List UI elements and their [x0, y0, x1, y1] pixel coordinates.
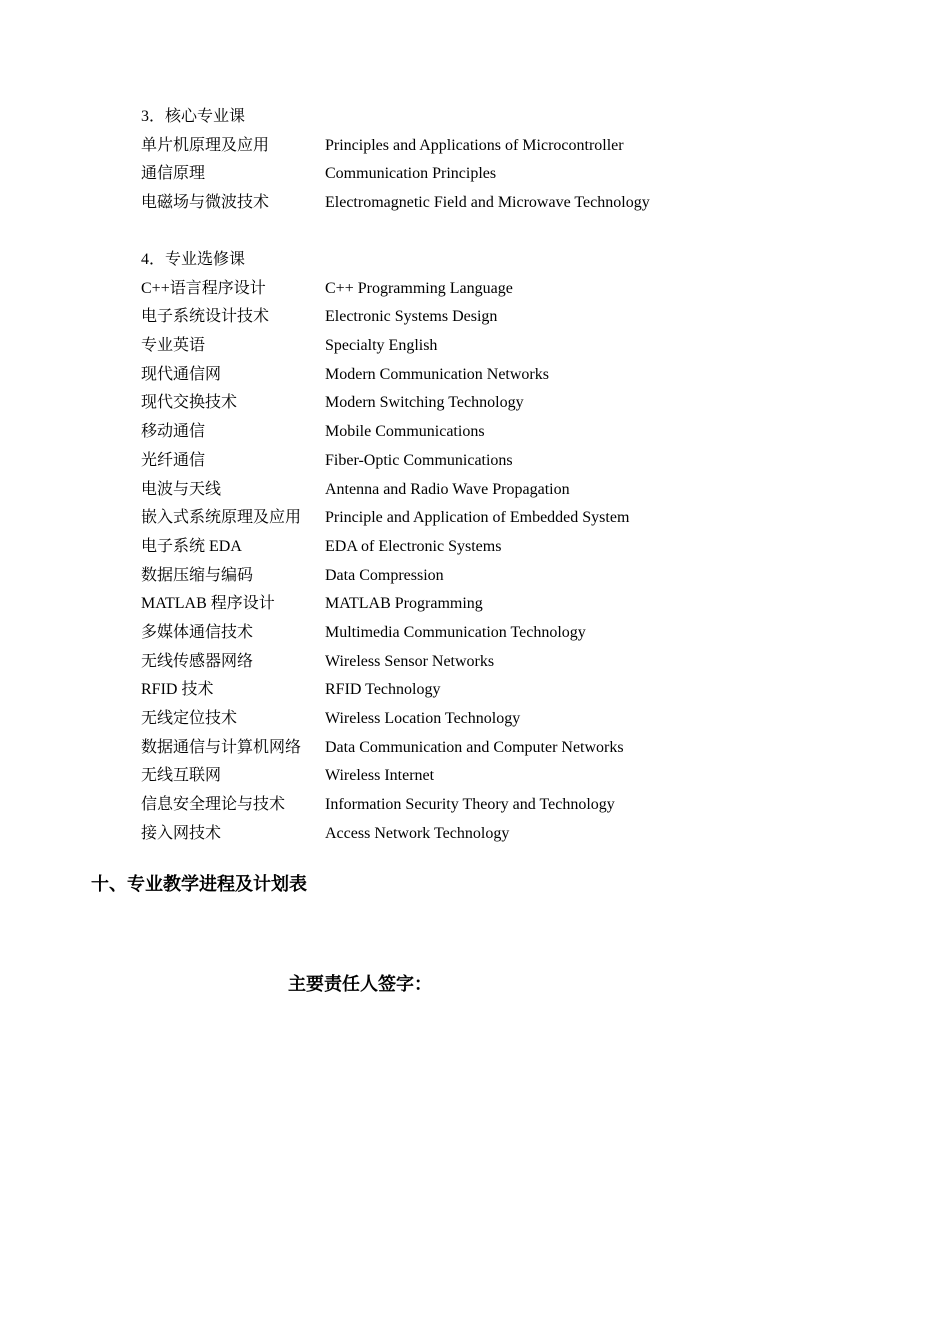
course-name-en: Wireless Sensor Networks [325, 652, 495, 670]
course-row [141, 303, 841, 332]
course-row [141, 791, 841, 820]
course-name-en: Antenna and Radio Wave Propagation [325, 480, 570, 498]
core-courses-section [141, 103, 841, 218]
course-row [141, 332, 841, 361]
course-name-cn: 无线传感器网络 [141, 652, 254, 670]
course-name-cn: 接入网技术 [141, 824, 222, 842]
course-name-en: Multimedia Communication Technology [325, 623, 586, 641]
course-name-en: Fiber-Optic Communications [325, 451, 513, 469]
course-row [141, 389, 841, 418]
course-name-en: Wireless Location Technology [325, 710, 521, 727]
course-row [141, 447, 841, 476]
course-name-en: Modern Communication Networks [325, 365, 549, 383]
course-name-en: RFID Technology [325, 681, 441, 699]
course-row [141, 619, 841, 648]
course-name-cn: 数据通信与计算机网络 [141, 738, 302, 756]
course-name-en: Information Security Theory and Technology [325, 796, 615, 814]
course-name-cn: 现代交换技术 [141, 394, 238, 412]
course-row [141, 361, 841, 390]
course-name-cn: 信息安全理论与技术 [141, 796, 286, 814]
course-name-cn: 电子系统 EDA [141, 537, 242, 555]
course-row [141, 418, 841, 447]
course-name-en: MATLAB Programming [325, 595, 483, 613]
course-name-cn: 电子系统设计技术 [141, 308, 270, 326]
section-heading: 3．核心专业课 [141, 108, 246, 125]
course-row [141, 676, 841, 705]
course-name-en: Principles and Applications of Microcontroller [325, 136, 624, 154]
course-row [141, 562, 841, 591]
course-name-cn: 通信原理 [141, 165, 206, 183]
course-row [141, 189, 841, 218]
course-name-cn: 电磁场与微波技术 [141, 194, 270, 212]
course-name-cn: 光纤通信 [141, 451, 206, 469]
course-name-cn: 数据压缩与编码 [141, 566, 254, 584]
course-row [141, 734, 841, 763]
course-name-cn: 单片机原理及应用 [141, 136, 270, 154]
course-name-cn: 无线互联网 [141, 767, 222, 785]
course-name-cn: 现代通信网 [141, 365, 222, 383]
course-name-cn: RFID 技术 [141, 681, 214, 699]
course-name-en: Mobile Communications [325, 423, 485, 441]
course-row [141, 762, 841, 791]
course-row [141, 820, 841, 849]
course-name-en: EDA of Electronic Systems [325, 537, 502, 555]
course-name-cn: 专业英语 [141, 337, 206, 355]
course-name-cn: C++语言程序设计 [141, 279, 266, 297]
course-row [141, 132, 841, 161]
elective-courses-section [141, 246, 841, 848]
course-name-en: C++ Programming Language [325, 279, 513, 297]
course-name-en: Specialty English [325, 337, 438, 355]
section-heading: 4．专业选修课 [141, 251, 246, 268]
course-name-cn: 多媒体通信技术 [141, 623, 254, 641]
course-name-en: Principle and Application of Embedded System [325, 509, 630, 527]
course-name-cn: MATLAB 程序设计 [141, 595, 275, 613]
course-row [141, 275, 841, 304]
course-row [141, 705, 841, 734]
course-name-cn: 无线定位技术 [141, 710, 238, 727]
course-name-cn: 电波与天线 [141, 480, 222, 498]
course-row [141, 160, 841, 189]
course-row [141, 476, 841, 505]
course-row [141, 533, 841, 562]
course-name-en: Electronic Systems Design [325, 308, 498, 326]
course-name-en: Electromagnetic Field and Microwave Technology [325, 194, 650, 212]
course-name-en: Access Network Technology [325, 824, 510, 842]
course-name-en: Modern Switching Technology [325, 394, 524, 412]
signature-label: 主要责任人签字： [288, 974, 432, 995]
chapter-heading: 十、专业教学进程及计划表 [91, 874, 307, 895]
course-row [141, 590, 841, 619]
course-name-en: Data Compression [325, 566, 444, 584]
course-row [141, 648, 841, 677]
course-name-cn: 移动通信 [141, 423, 206, 441]
course-name-en: Data Communication and Computer Networks [325, 738, 624, 756]
course-name-en: Wireless Internet [325, 767, 435, 785]
course-row [141, 504, 841, 533]
course-name-en: Communication Principles [325, 165, 497, 183]
course-name-cn: 嵌入式系统原理及应用 [141, 509, 302, 527]
